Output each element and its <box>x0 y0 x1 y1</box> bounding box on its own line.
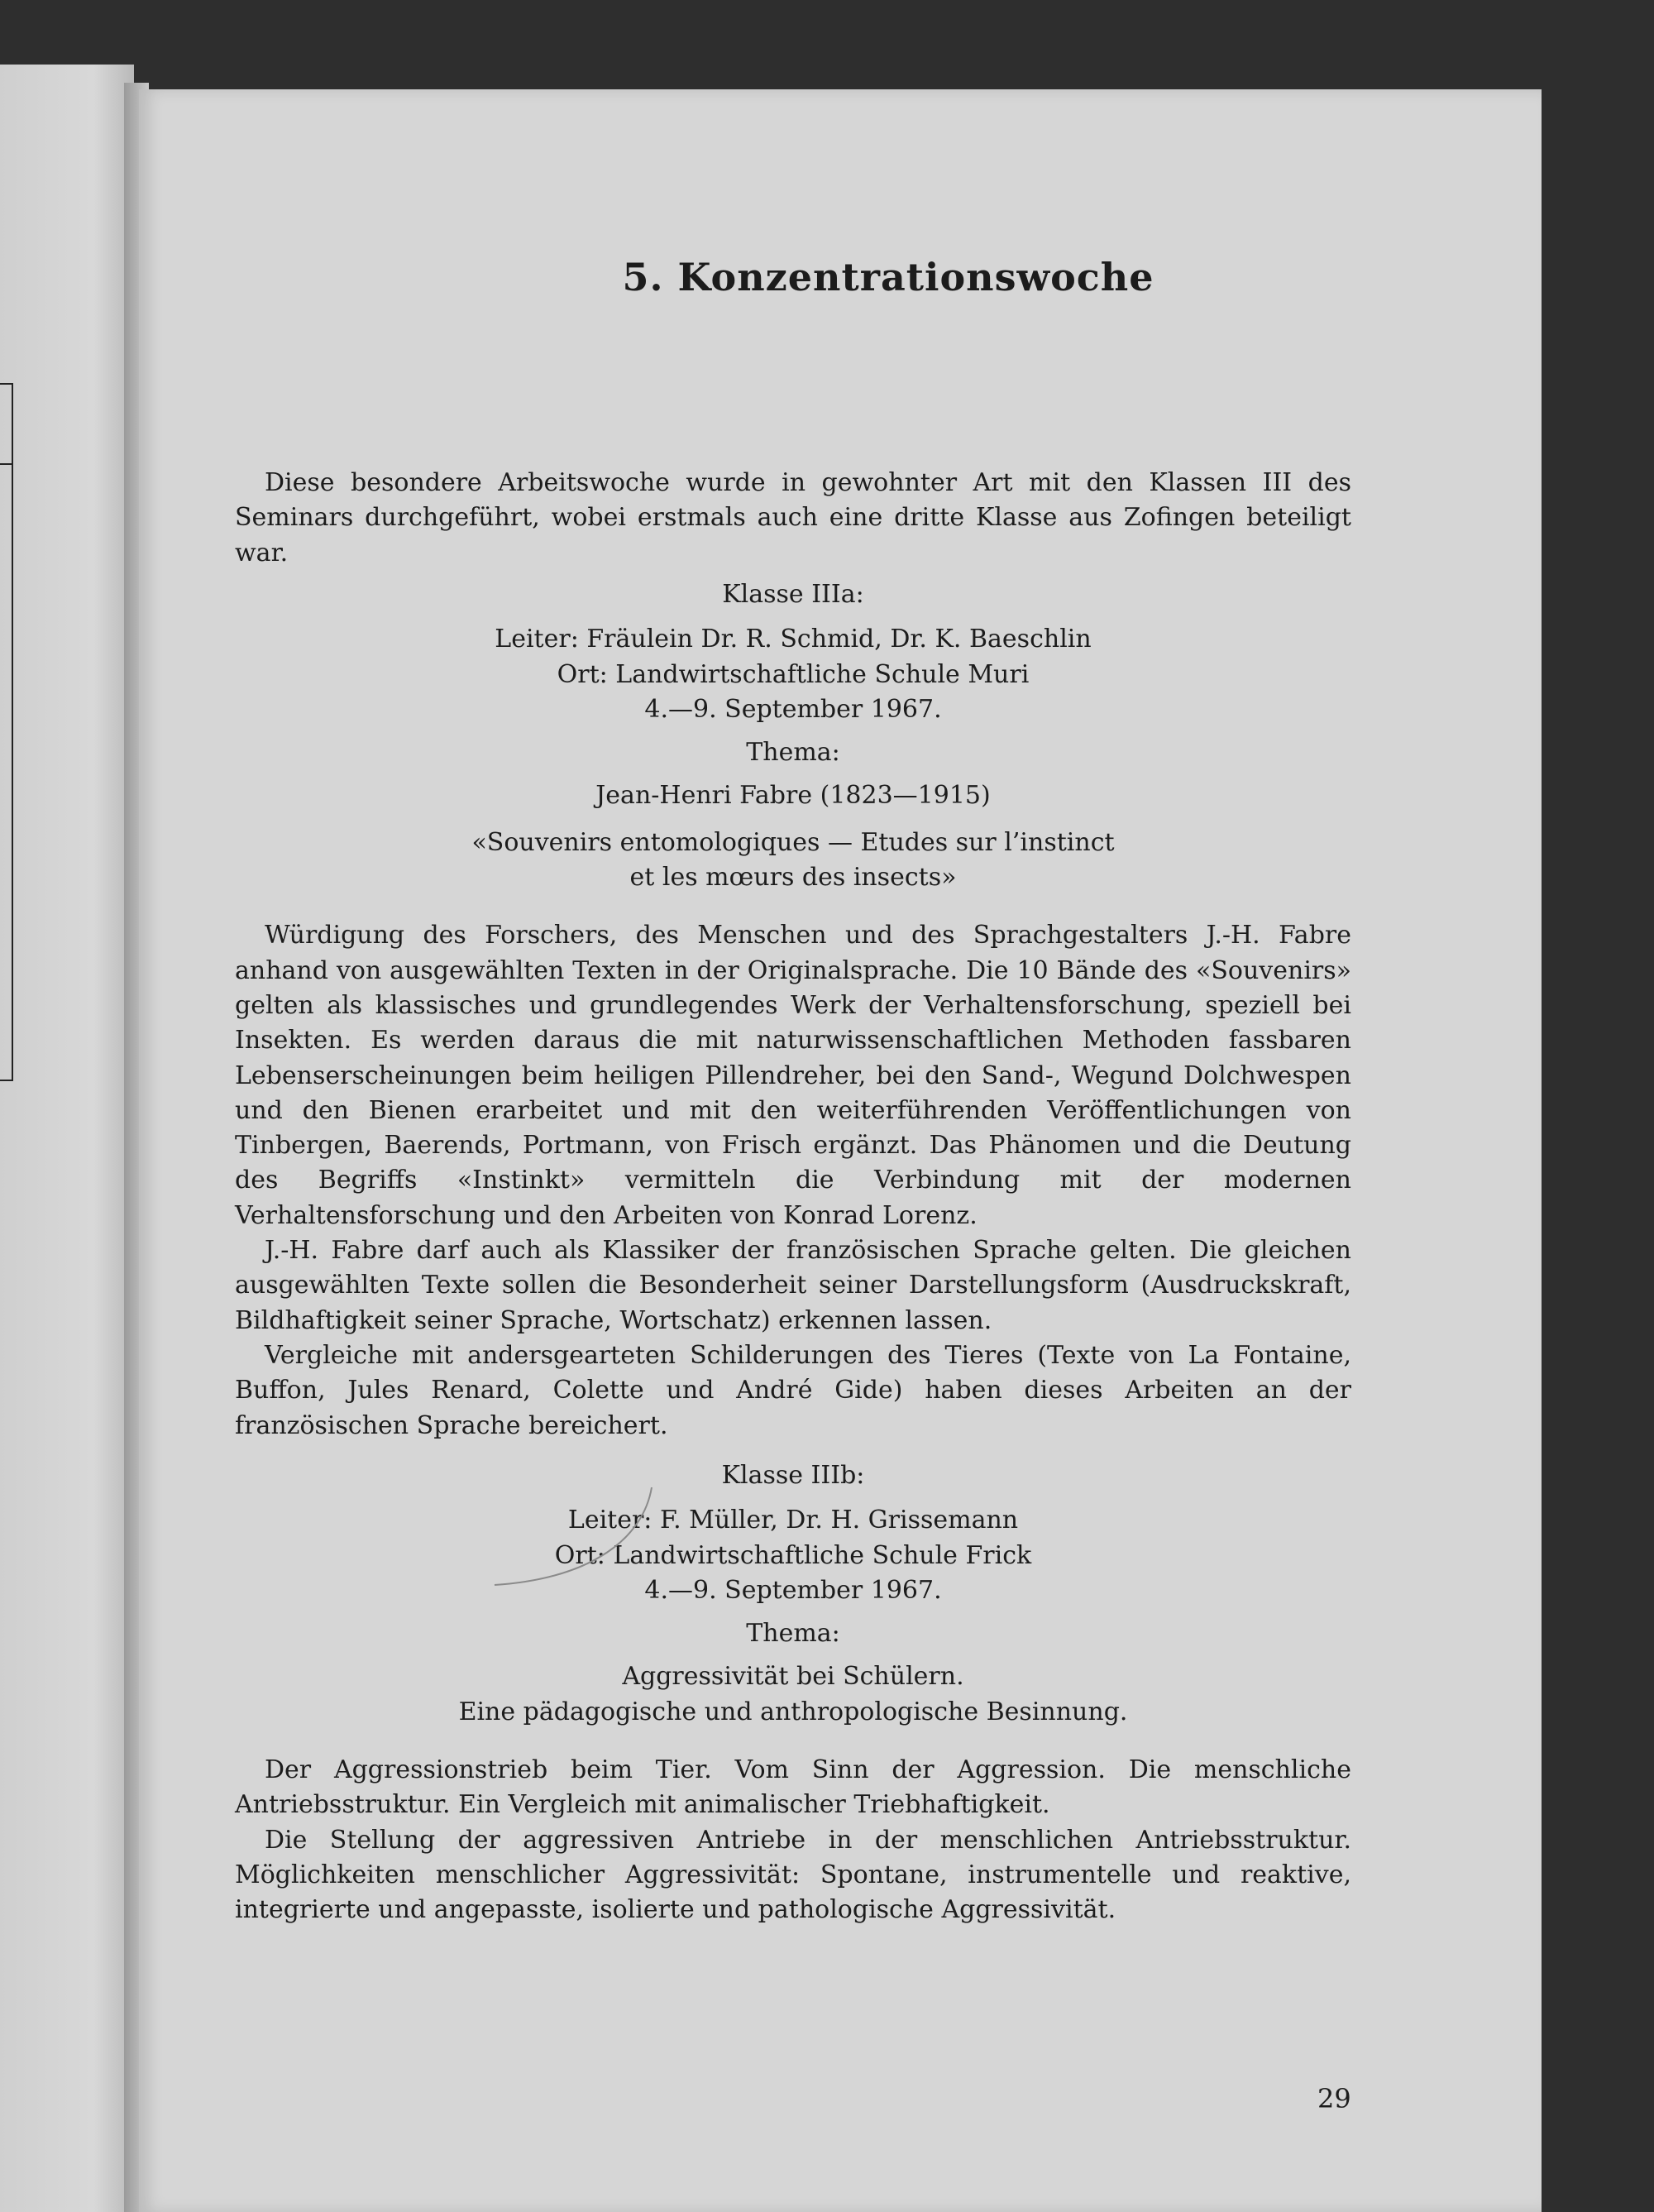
class-b-paragraph-1: Der Aggressionstrieb beim Tier. Vom Sinn der Aggression. Die menschliche Antriebsstruktur. Ein Vergleich mit animalischer Triebhaftigkeit. <box>235 1755 1351 1820</box>
left-page-rule <box>0 463 12 465</box>
class-a-paragraph-1: Würdigung des Forschers, des Menschen und des Sprachgestalters J.-H. Fabre anhand von ausgewählten Texten in der Originalsprache. Die 10 Bände des «Souvenirs» gelten als klassisches und grundlegendes Werk der Verhaltensforschung, speziell bei Insekten. Es werden daraus die mit naturwissenschaftlichen Methoden fassbaren Lebenserscheinungen beim heiligen Pillendreher, bei den Sand-, Wegund Dolchwespen und den Bienen erarbeitet und mit den weiterführenden Veröffentlichungen von Tinbergen, Baerends, Portmann, von Frisch ergänzt. Das Phänomen und die Deutung des Begriffs «Instinkt» vermitteln die Verbindung mit der modernen Verhaltensforschung und den Arbeiten von Konrad Lorenz. <box>235 921 1351 1230</box>
class-a-theme-subtitle-line1: «Souvenirs entomologiques — Etudes sur l’instinct <box>471 827 1115 857</box>
page-title: 5. Konzentrationswoche <box>622 255 1154 299</box>
class-b-theme-subtitle: Eine pädagogische und anthropologische Besinnung. <box>458 1697 1128 1726</box>
class-a-theme-subtitle <box>235 826 1351 896</box>
class-a-paragraph-3: Vergleiche mit andersgearteten Schilderungen des Tieres (Texte von La Fontaine, Buffon, Jules Renard, Colette und André Gide) haben dieses Arbeiten an der französischen Sprache bereichert. <box>235 1340 1351 1440</box>
class-a-date: 4.—9. September 1967. <box>644 694 942 724</box>
class-b-theme-label: Thema: <box>746 1619 840 1649</box>
class-a-paragraph-2: J.-H. Fabre darf auch als Klassiker der französischen Sprache gelten. Die gleichen ausgewählten Texte sollen die Besonderheit seiner Darstellungsform (Ausdruckskraft, Bildhaftigkeit seiner Sprache, Wortschatz) erkennen lassen. <box>235 1236 1351 1335</box>
class-b-paragraph-2: Die Stellung der aggressiven Antriebe in der menschlichen Antriebsstruktur. Möglichkeiten menschlicher Aggressivität: Spontane, instrumentelle und reaktive, integrierte und angepasste, isolierte und pathologische Aggressivität. <box>235 1825 1351 1925</box>
class-a-leader: Leiter: Fräulein Dr. R. Schmid, Dr. K. Baeschlin <box>495 625 1092 654</box>
class-b-theme-title: Aggressivität bei Schülern. <box>622 1662 964 1692</box>
class-a-theme-subtitle-line2: et les mœurs des insects» <box>629 863 957 893</box>
class-a-location: Ort: Landwirtschaftliche Schule Muri <box>557 659 1030 689</box>
class-b-location: Ort: Landwirtschaftliche Schule Frick <box>554 1540 1032 1570</box>
class-b-section <box>235 1458 1351 1928</box>
class-a-theme-title: Jean-Henri Fabre (1823—1915) <box>595 781 991 811</box>
intro-paragraph: Diese besondere Arbeitswoche wurde in gewohnter Art mit den Klassen III des Seminars durchgeführt, wobei erstmals auch eine dritte Klasse aus Zofingen beteiligt war. <box>235 468 1351 567</box>
class-b-details <box>235 1503 1351 1608</box>
left-page-frame <box>0 383 13 1081</box>
class-b-heading: Klasse IIIb: <box>721 1461 865 1490</box>
document-page <box>139 89 1542 2212</box>
intro-block <box>235 466 1351 571</box>
class-b-date: 4.—9. September 1967. <box>644 1575 942 1605</box>
class-a-section <box>235 577 1351 1444</box>
class-b-leader: Leiter: F. Müller, Dr. H. Grissemann <box>567 1506 1019 1535</box>
page-number: 29 <box>1317 2083 1351 2114</box>
class-b-theme <box>235 1659 1351 1730</box>
class-a-details <box>235 622 1351 727</box>
class-a-heading: Klasse IIIa: <box>722 580 864 609</box>
pencil-mark-icon <box>470 1479 668 1595</box>
class-a-theme-label: Thema: <box>746 738 840 768</box>
left-facing-page <box>0 65 134 2212</box>
